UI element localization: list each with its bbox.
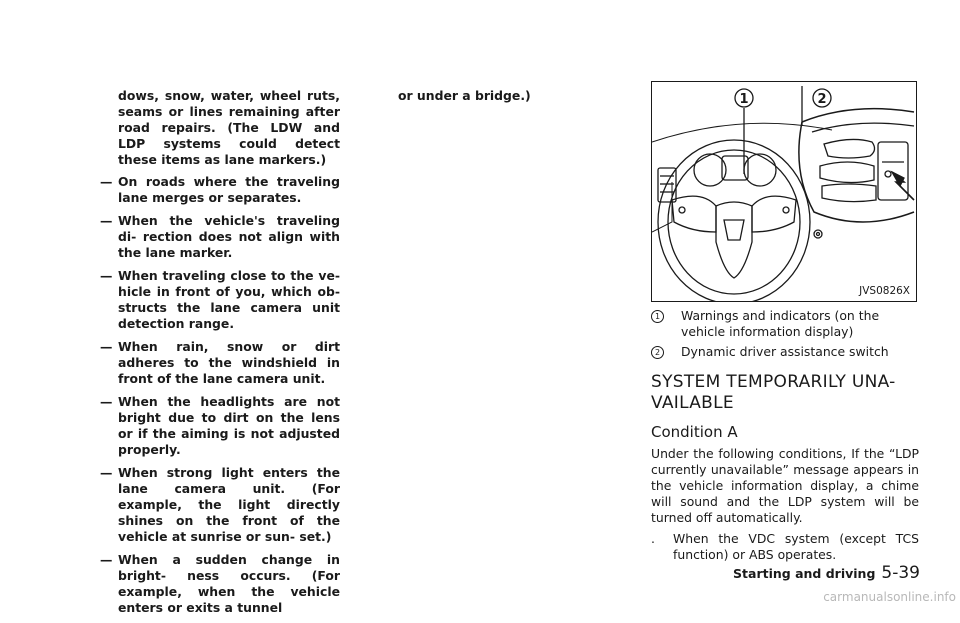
left-column — [100, 88, 340, 623]
dash-marker: — — [100, 394, 113, 409]
continuation-text: or under a bridge.) — [398, 88, 531, 103]
dash-marker: — — [100, 174, 113, 189]
body-paragraph: Under the following conditions, If the “LDP currently unavailable” message appears in the vehicle information display, a chime will sound and the LDP system will be turned off automatically. — [651, 446, 919, 525]
list-item — [100, 174, 340, 206]
list-item-text: When the headlights are not bright due to dirt on the lens or if the aiming is not adjusted properly. — [118, 394, 340, 457]
dash-marker: — — [100, 213, 113, 228]
page-footer — [733, 563, 920, 583]
list-item-text: On roads where the traveling lane merges or separates. — [118, 174, 340, 205]
bullet-text: When the VDC system (except TCS function) or ABS operates. — [673, 531, 919, 562]
list-item-text: When rain, snow or dirt adheres to the windshield in front of the lane camera unit. — [118, 339, 340, 386]
continuation-text: dows, snow, water, wheel ruts, seams or lines remaining after road repairs. (The LDW and LDP systems could detect these items as lane markers.) — [118, 88, 340, 167]
callout-text: Dynamic driver assistance switch — [681, 344, 889, 359]
footer-section-label: Starting and driving — [733, 566, 876, 581]
list-item — [100, 552, 340, 616]
figure-code: JVS0826X — [859, 285, 910, 297]
steering-wheel-figure — [651, 81, 917, 302]
list-item — [100, 339, 340, 387]
dash-marker: — — [100, 552, 113, 567]
dash-marker: — — [100, 339, 113, 354]
list-item — [100, 268, 340, 332]
callout-legend-item — [651, 308, 919, 340]
list-item — [100, 394, 340, 458]
callout-number: 1 — [651, 310, 664, 323]
section-heading: SYSTEM TEMPORARILY UNA- VAILABLE — [651, 372, 896, 413]
dash-marker: — — [100, 465, 113, 480]
page-number: 5-39 — [881, 563, 920, 583]
list-item — [100, 465, 340, 545]
list-item-text: When the vehicle's traveling di- rection does not align with the lane marker. — [118, 213, 340, 260]
callout-legend-item — [651, 344, 919, 360]
callout-2-label: 2 — [817, 92, 827, 107]
callout-1-label: 1 — [739, 92, 749, 107]
list-item-text: When traveling close to the ve- hicle in front of you, which ob- structs the lane camera unit detection range. — [118, 268, 340, 331]
callout-number: 2 — [651, 346, 664, 359]
dash-marker: — — [100, 268, 113, 283]
watermark: carmanualsonline.info — [823, 590, 956, 604]
bullet-item — [651, 531, 919, 563]
bullet-marker: . — [651, 531, 655, 546]
middle-column — [380, 88, 628, 110]
list-item-text: When strong light enters the lane camera unit. (For example, the light directly shines on the front of the vehicle at sunrise or sun- set.) — [118, 465, 340, 544]
right-column — [651, 308, 919, 563]
callout-text: Warnings and indicators (on the vehicle information display) — [681, 308, 880, 339]
subheading: Condition A — [651, 423, 738, 441]
list-item — [100, 213, 340, 261]
steering-wheel-illustration — [652, 82, 916, 301]
list-item-text: When a sudden change in bright- ness occurs. (For example, when the vehicle enters or exits a tunnel — [118, 552, 340, 615]
